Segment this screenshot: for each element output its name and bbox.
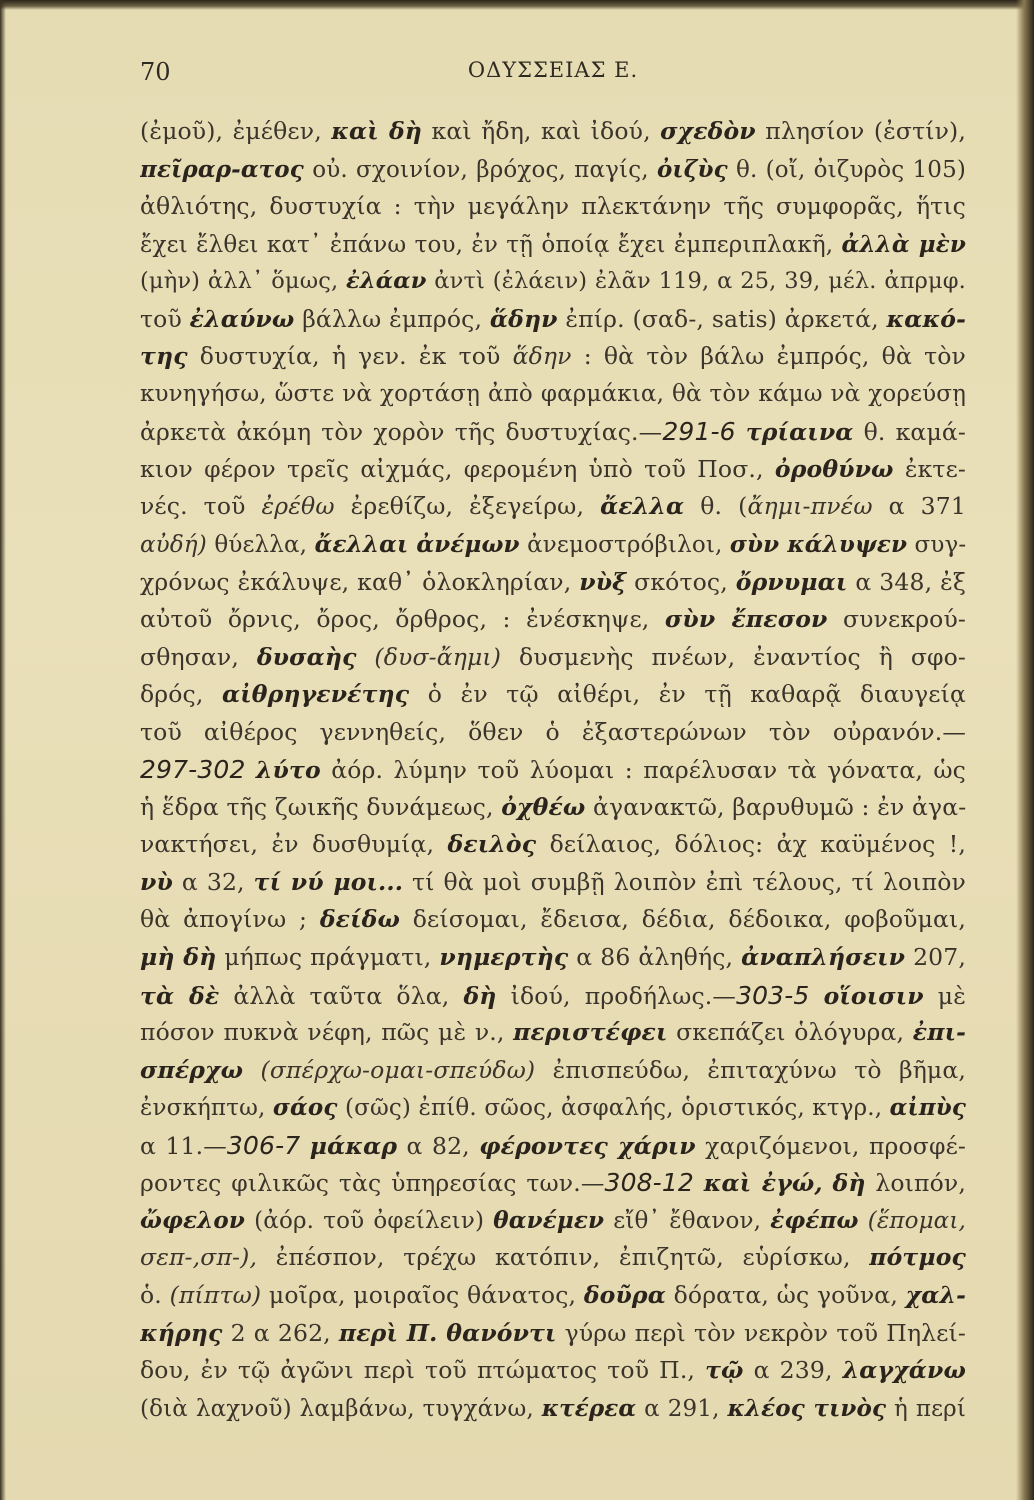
- text-segment: ἀνεμοστρόβιλοι,: [519, 532, 730, 559]
- lemma: τρίαινα: [745, 418, 854, 447]
- text-segment: θ. καμά-: [853, 418, 966, 447]
- text-segment: βάλλω ἐμπρός,: [294, 304, 490, 333]
- lemma: ὀιζὺς: [656, 155, 728, 183]
- text-segment: ἐρέθω: [261, 492, 335, 521]
- text-segment: ἡ ἕδρα τῆς ζωικῆς δυνάμεως,: [140, 792, 502, 821]
- text-line: [140, 1089, 966, 1127]
- text-segment: (ἐμοῦ), ἐμέθεν,: [140, 117, 332, 145]
- lemma: λαγχάνω: [842, 1356, 966, 1385]
- text-segment: 2 α 262,: [222, 1318, 339, 1347]
- lemma: σὺν ἔπεσον: [664, 605, 828, 634]
- lemma: κακό-: [886, 304, 966, 333]
- text-segment: κυνηγήσω, ὥστε νὰ χορτάσῃ ἀπὸ φαρμάκια, θὰ τὸν κάμω νὰ χορεύσῃ: [140, 380, 966, 407]
- text-segment: σκεπάζει ὁλόγυρα,: [667, 1018, 913, 1047]
- lemma: λύτο: [255, 756, 321, 785]
- text-segment: [246, 756, 256, 784]
- lemma: τί νύ μοι...: [253, 867, 404, 896]
- text-segment: (σπέρχω-ομαι-σπεύδω): [260, 1055, 536, 1084]
- lemma: κήρης: [140, 1318, 223, 1347]
- text-segment: ἰδού, προδήλως.—: [496, 981, 737, 1010]
- text-segment: λοιπόν,: [865, 1169, 966, 1198]
- lemma: τὰ δὲ: [140, 981, 220, 1010]
- text-segment: [694, 1169, 704, 1197]
- lemma: κτέρεα: [541, 1394, 637, 1422]
- text-segment: ἐνσκήπτω,: [140, 1095, 273, 1122]
- text-segment: ἅδην: [512, 342, 572, 371]
- text-line: [140, 451, 966, 489]
- lemma: δειλὸς: [447, 830, 537, 859]
- text-segment: [809, 982, 823, 1010]
- lemma: αἰπὺς: [889, 1094, 966, 1122]
- text-line: [140, 826, 966, 864]
- lemma: δείδω: [319, 905, 400, 934]
- lemma: ὀχθέω: [501, 792, 586, 821]
- running-title: ΟΔΥΣΣΕΙΑΣ Ε.: [467, 58, 639, 82]
- line-reference: 291-6: [662, 417, 736, 447]
- lemma: σὺν κάλυψεν: [729, 531, 908, 559]
- text-line: [140, 1239, 966, 1277]
- lemma: ἄελλαι ἀνέμων: [314, 531, 520, 559]
- text-segment: αὐδή): [140, 532, 207, 559]
- lemma: σχεδὸν: [660, 117, 756, 145]
- lemma: φέροντες χάριν: [479, 1131, 696, 1160]
- commentary-text: [140, 113, 966, 1427]
- text-line: [140, 939, 966, 977]
- text-line: [140, 526, 966, 564]
- text-line: [140, 564, 966, 602]
- lemma: ἐλαύνω: [189, 304, 295, 333]
- lemma: ἀναπλήσειν: [741, 943, 906, 972]
- text-segment: α 11.—: [140, 1131, 227, 1160]
- text-line: [140, 639, 966, 677]
- lemma: τῷ: [705, 1356, 744, 1385]
- text-segment: α 239,: [743, 1356, 843, 1385]
- text-segment: [300, 1132, 309, 1160]
- text-segment: ἐπέσπον, τρέχω κατόπιν, ἐπιζητῶ, εὑρίσκω,: [257, 1243, 870, 1272]
- text-segment: (σῶς) ἐπίθ. σῶος, ἀσφαλής, ὁριστικός, κτγρ.,: [337, 1095, 890, 1122]
- text-line: [140, 1127, 966, 1165]
- text-segment: [736, 418, 746, 446]
- text-segment: [823, 1169, 833, 1197]
- text-segment: δυστυχία, ἡ γεν. ἐκ τοῦ: [187, 342, 513, 371]
- lemma: δυσαὴς: [256, 642, 357, 671]
- lemma: ἐφέπω: [770, 1206, 859, 1234]
- text-line: [140, 676, 966, 714]
- text-segment: (πίπτω): [169, 1280, 262, 1309]
- text-line: [140, 376, 966, 414]
- text-segment: μήπως πράγματι,: [216, 943, 440, 972]
- text-segment: ἡ περί: [886, 1395, 966, 1422]
- text-segment: 207,: [905, 943, 966, 972]
- lemma: χαλ-: [905, 1280, 966, 1309]
- text-segment: νές. τοῦ: [140, 492, 262, 521]
- text-line: [140, 1164, 966, 1202]
- text-segment: (δυσ-ἄημι): [374, 642, 502, 671]
- line-reference: 308-12: [604, 1168, 694, 1198]
- lemma: ὀροθύνω: [774, 454, 894, 483]
- text-line: [140, 338, 966, 376]
- text-segment: τί θὰ μοὶ συμβῇ λοιπὸν ἐπὶ τέλους, τί λοιπὸν: [403, 867, 966, 896]
- text-segment: σεπ-,σπ-),: [140, 1243, 258, 1272]
- text-segment: ἄημι-πνέω: [747, 492, 873, 521]
- lemma: δοῦρα: [583, 1280, 666, 1309]
- lemma: ἅδην: [489, 304, 558, 333]
- text-segment: τοῦ: [140, 304, 190, 333]
- text-segment: σκότος,: [626, 567, 736, 596]
- text-segment: ἀντὶ (ἐλάειν) ἐλᾶν 119, α 25, 39, μέλ. ἀπρμφ.: [426, 268, 966, 295]
- text-line: [140, 188, 966, 226]
- lemma: πεῖραρ-ατος: [140, 155, 304, 183]
- text-segment: ἐπισπεύδω, ἐπιταχύνω τὸ βῆμα,: [535, 1055, 966, 1084]
- text-line: [140, 1277, 966, 1315]
- lemma: πότμος: [869, 1243, 966, 1272]
- text-segment: θ. (: [684, 492, 748, 521]
- text-segment: κιον φέρον τρεῖς αἰχμάς, φερομένη ὑπὸ τοῦ Ποσ.,: [140, 454, 775, 483]
- page-number: 70: [140, 58, 171, 86]
- text-segment: ἐπίρ. (σαδ-, satis) ἀρκετά,: [557, 304, 887, 333]
- lemma: ἀλλὰ μὲν: [841, 230, 966, 258]
- lemma: κλέος τινὸς: [727, 1394, 887, 1422]
- text-line: [140, 1202, 966, 1240]
- lemma: νὺ: [140, 867, 173, 896]
- line-reference: 303-5: [736, 980, 810, 1010]
- text-segment: δείσομαι, ἔδεισα, δέδια, δέδοικα, φοβοῦμαι,: [400, 905, 966, 934]
- text-segment: [243, 1056, 260, 1084]
- text-segment: θ. (οἴ, ὀιζυρὸς 105): [727, 156, 966, 183]
- text-segment: σθησαν,: [140, 642, 257, 671]
- text-line: [140, 601, 966, 639]
- text-segment: πόσον πυκνὰ νέφη, πῶς μὲ ν.,: [140, 1018, 514, 1047]
- text-segment: αὐτοῦ ὄρνις, ὄρος, ὄρθρος, : ἐνέσκηψε,: [140, 605, 665, 634]
- lemma: μάκαρ: [309, 1131, 398, 1160]
- text-segment: πλησίον (ἐστίν),: [755, 117, 966, 145]
- text-line: [140, 864, 966, 902]
- lemma: νὺξ: [579, 567, 627, 596]
- text-line: [140, 714, 966, 752]
- text-line: [140, 413, 966, 451]
- text-segment: ἀόρ. λύμην τοῦ λύομαι : παρέλυσαν τὰ γόνατα, ὡς: [320, 756, 966, 785]
- lemma: περὶ Π. θανόντι: [338, 1318, 557, 1347]
- text-segment: (ἕπομαι,: [867, 1207, 966, 1234]
- lemma: σάος: [272, 1094, 338, 1122]
- text-segment: ροντες φιλικῶς τὰς ὑπηρεσίας των.—: [140, 1169, 605, 1198]
- text-line: [140, 751, 966, 789]
- text-segment: ἀθλιότης, δυστυχία : τὴν μεγάλην πλεκτάνην τῆς συμφορᾶς, ἥτις: [140, 192, 966, 221]
- text-segment: συνεκρού-: [827, 605, 966, 634]
- text-segment: ἔχει ἔλθει κατ᾽ ἐπάνω του, ἐν τῇ ὁποίᾳ ἔχει ἐμπεριπλακῆ,: [140, 231, 842, 258]
- text-line: [140, 488, 966, 526]
- text-segment: δρός,: [140, 680, 223, 709]
- text-segment: εἴθ᾽ ἔθανον,: [604, 1207, 771, 1234]
- text-line: [140, 977, 966, 1015]
- text-line: [140, 1315, 966, 1353]
- text-line: [140, 113, 966, 151]
- text-segment: θὰ ἀπογίνω ;: [140, 905, 320, 934]
- lemma: ἐπι-: [912, 1018, 966, 1047]
- text-segment: α 82,: [397, 1131, 480, 1160]
- text-segment: [859, 1208, 868, 1234]
- text-line: [140, 226, 966, 264]
- text-segment: μὲ: [923, 981, 966, 1010]
- text-segment: α 32,: [172, 867, 254, 896]
- text-segment: ἀλλὰ ταῦτα ὅλα,: [219, 981, 464, 1010]
- lemma: οἵοισιν: [823, 981, 924, 1010]
- text-segment: συγ-: [907, 532, 966, 559]
- text-line: [140, 301, 966, 339]
- text-segment: μοῖρα, μοιραῖος θάνατος,: [261, 1280, 584, 1309]
- lemma: σπέρχω: [140, 1055, 244, 1084]
- text-segment: γύρω περὶ τὸν νεκρὸν τοῦ Πηλεί-: [556, 1318, 966, 1347]
- page-shadow-left: [0, 0, 6, 1500]
- text-line: [140, 789, 966, 827]
- text-segment: δόρατα, ὡς γοῦνα,: [665, 1280, 906, 1309]
- text-segment: α 291,: [636, 1395, 728, 1422]
- text-segment: ὁ ἐν τῷ αἰθέρι, ἐν τῇ καθαρᾷ διαυγείᾳ: [409, 680, 966, 709]
- text-segment: α 348, ἐξ: [847, 567, 966, 596]
- text-segment: δου, ἐν τῷ ἀγῶνι περὶ τοῦ πτώματος τοῦ Π.,: [140, 1356, 706, 1385]
- text-segment: τοῦ αἰθέρος γεννηθείς, ὅθεν ὁ ἐξαστερώνων τὸν οὐρανόν.—: [140, 717, 966, 746]
- text-line: [140, 901, 966, 939]
- lemma: δὴ: [832, 1169, 866, 1198]
- text-segment: ὁ.: [140, 1280, 170, 1309]
- text-segment: δυσμενὴς πνέων, ἐναντίος ἢ σφο-: [501, 642, 966, 671]
- lemma: μὴ δὴ: [140, 943, 217, 972]
- lemma: νημερτὴς: [439, 943, 569, 972]
- text-segment: [357, 643, 375, 671]
- line-reference: 306-7: [226, 1130, 301, 1160]
- line-reference: 297-302: [140, 755, 246, 785]
- page-header: [140, 58, 966, 98]
- text-segment: (μὴν) ἀλλ᾽ ὅμως,: [140, 268, 347, 295]
- text-segment: καὶ ἤδη, καὶ ἰδού,: [422, 117, 661, 145]
- text-segment: ἐρεθίζω, ἐξεγείρω,: [334, 492, 601, 521]
- text-line: [140, 263, 966, 301]
- text-line: [140, 151, 966, 189]
- lemma: δὴ: [463, 981, 497, 1010]
- text-segment: ἀρκετὰ ἀκόμη τὸν χορὸν τῆς δυστυχίας.—: [140, 418, 663, 447]
- text-segment: α 86 ἀληθής,: [568, 943, 742, 972]
- text-segment: : θὰ τὸν βάλω ἐμπρός, θὰ τὸν: [571, 342, 966, 371]
- text-segment: χρόνως ἐκάλυψε, καθ᾽ ὁλοκληρίαν,: [140, 567, 580, 596]
- lemma: περιστέφει: [513, 1018, 668, 1047]
- lemma: θανέμεν: [493, 1206, 605, 1234]
- text-segment: οὐ. σχοινίον, βρόχος, παγίς,: [303, 156, 657, 183]
- text-segment: α 371: [872, 492, 966, 521]
- text-segment: θύελλα,: [206, 532, 315, 559]
- text-segment: (ἀόρ. τοῦ ὀφείλειν): [245, 1207, 494, 1234]
- text-line: [140, 1352, 966, 1390]
- text-segment: ἐκτε-: [893, 454, 966, 483]
- lemma: αἰθρηγενέτης: [222, 680, 410, 709]
- text-segment: (διὰ λαχνοῦ) λαμβάνω, τυγχάνω,: [140, 1395, 542, 1422]
- lemma: ὤφελον: [140, 1206, 246, 1234]
- lemma: ὄρνυμαι: [735, 567, 848, 596]
- text-segment: ἀγανακτῶ, βαρυθυμῶ : ἐν ἀγα-: [585, 792, 966, 821]
- text-segment: δείλαιος, δόλιος: ἀχ καϋμένος !,: [536, 830, 966, 859]
- lemma: της: [140, 342, 188, 371]
- lemma: ἄελλα: [600, 492, 685, 521]
- lemma: καὶ δὴ: [331, 117, 423, 145]
- text-segment: νακτήσει, ἐν δυσθυμίᾳ,: [140, 830, 448, 859]
- lemma: ἐλάαν: [346, 268, 427, 295]
- text-line: [140, 1052, 966, 1090]
- text-line: [140, 1014, 966, 1052]
- lemma: καὶ ἐγώ,: [703, 1169, 823, 1198]
- text-segment: χαριζόμενοι, προσφέ-: [695, 1131, 966, 1160]
- text-line: [140, 1390, 966, 1428]
